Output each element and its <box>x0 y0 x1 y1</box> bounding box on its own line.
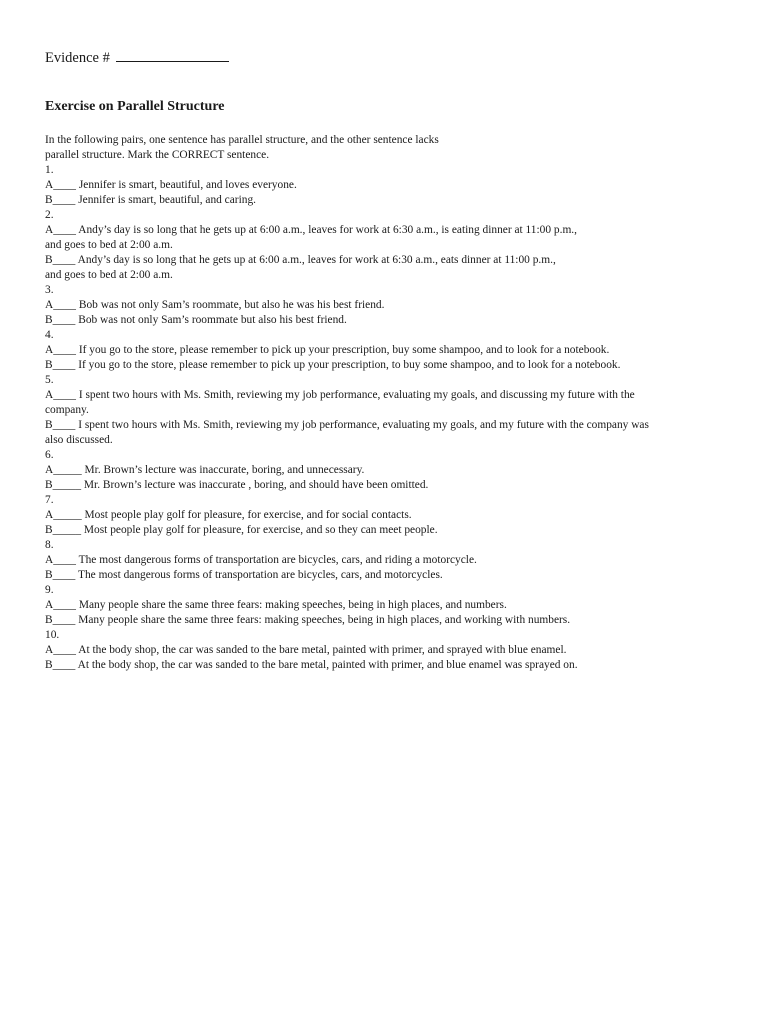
answer-option: A____ At the body shop, the car was sanded to the bare metal, painted with primer, and sprayed with blue enamel. <box>45 644 567 656</box>
question-number: 10. <box>45 629 60 641</box>
answer-option: A____ I spent two hours with Ms. Smith, reviewing my job performance, evaluating my goals, and discussing my future with the <box>45 389 635 401</box>
question-number: 9. <box>45 584 54 596</box>
answer-option: B____ Many people share the same three fears: making speeches, being in high places, and working with numbers. <box>45 614 571 626</box>
question-number: 7. <box>45 494 54 506</box>
page-title: Exercise on Parallel Structure <box>45 99 225 114</box>
question-number: 4. <box>45 329 54 341</box>
question-number: 6. <box>45 449 54 461</box>
answer-option: A____ Many people share the same three fears: making speeches, being in high places, and numbers. <box>45 599 507 611</box>
question-number: 1. <box>45 164 54 176</box>
answer-option: B____ Jennifer is smart, beautiful, and caring. <box>45 194 256 206</box>
question-number: 8. <box>45 539 54 551</box>
answer-option: A____ Andy’s day is so long that he gets up at 6:00 a.m., leaves for work at 6:30 a.m., is eating dinner at 11:00 p.m., <box>45 224 578 236</box>
intro-line: In the following pairs, one sentence has parallel structure, and the other sentence lacks <box>45 134 439 146</box>
answer-option: B____ The most dangerous forms of transportation are bicycles, cars, and motorcycles. <box>45 569 443 581</box>
answer-option: A____ Jennifer is smart, beautiful, and loves everyone. <box>45 179 297 191</box>
answer-option: A____ Bob was not only Sam’s roommate, but also he was his best friend. <box>45 299 385 311</box>
question-number: 5. <box>45 374 54 386</box>
question-number: 3. <box>45 284 54 296</box>
answer-option-continuation: also discussed. <box>45 434 113 446</box>
exercise-body <box>45 133 725 673</box>
answer-option: B____ If you go to the store, please remember to pick up your prescription, to buy some shampoo, and to look for a notebook. <box>45 359 621 371</box>
answer-option: B_____ Most people play golf for pleasure, for exercise, and so they can meet people. <box>45 524 438 536</box>
answer-option-continuation: and goes to bed at 2:00 a.m. <box>45 269 173 281</box>
evidence-blank-line <box>116 46 229 62</box>
answer-option-continuation: and goes to bed at 2:00 a.m. <box>45 239 173 251</box>
intro-line: parallel structure. Mark the CORRECT sentence. <box>45 149 270 161</box>
answer-option-continuation: company. <box>45 404 89 416</box>
answer-option: A____ If you go to the store, please remember to pick up your prescription, buy some shampoo, and to look for a notebook. <box>45 344 610 356</box>
answer-option: A____ The most dangerous forms of transportation are bicycles, cars, and riding a motorcycle. <box>45 554 477 566</box>
answer-option: B_____ Mr. Brown’s lecture was inaccurate , boring, and should have been omitted. <box>45 479 429 491</box>
question-number: 2. <box>45 209 54 221</box>
answer-option: B____ At the body shop, the car was sanded to the bare metal, painted with primer, and blue enamel was sprayed on. <box>45 659 578 671</box>
answer-option: B____ I spent two hours with Ms. Smith, reviewing my job performance, evaluating my goals, and my future with the company was <box>45 419 649 431</box>
evidence-label: Evidence # <box>45 50 110 66</box>
answer-option: B____ Bob was not only Sam’s roommate but also his best friend. <box>45 314 347 326</box>
answer-option: A_____ Most people play golf for pleasure, for exercise, and for social contacts. <box>45 509 412 521</box>
answer-option: B____ Andy’s day is so long that he gets up at 6:00 a.m., leaves for work at 6:30 a.m., eats dinner at 11:00 p.m., <box>45 254 556 266</box>
evidence-field <box>45 46 229 68</box>
answer-option: A_____ Mr. Brown’s lecture was inaccurate, boring, and unnecessary. <box>45 464 365 476</box>
